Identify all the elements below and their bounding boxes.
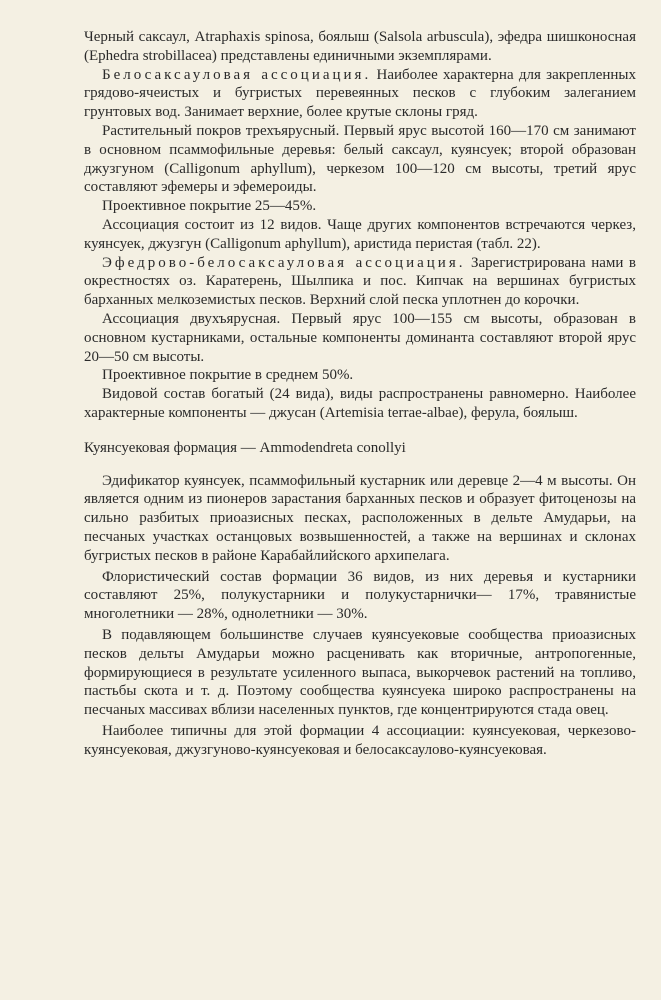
paragraph-species-count: Ассоциация состоит из 12 видов. Чаще других компонентов встречаются черкез, куянсуек, джузгун (Calligonum aphyllum), аристида перистая (табл. 22).: [84, 216, 636, 252]
paragraph-white-saxaul-association: [84, 66, 636, 122]
paragraph-projective-cover: Проективное покрытие 25—45%.: [102, 198, 317, 215]
paragraph-ephedra-association: [84, 254, 636, 310]
section-heading: Куянсуековая формация — Ammodendreta conollyi: [84, 439, 406, 456]
paragraph-two-tier: Ассоциация двухъярусная. Первый ярус 100—155 см высоты, образован в основном кустарниками, остальные компоненты доминанта составляют второй ярус 20—50 см высоты.: [84, 310, 636, 365]
association-title: Эфедрово-белосаксауловая ассоциация.: [102, 254, 466, 271]
paragraph-typical-associations: Наиболее типичны для этой формации 4 ассоциации: куянсуековая, черкезово-куянсуековая, джузгуново-куянсуековая и белосаксаулово-куянсуековая.: [84, 722, 636, 758]
paragraph-1: Черный саксаул, Atraphaxis spinosa, боялыш (Salsola arbuscula), эфедра шишконосная (Ephedra strobillacea) представлены единичными экземплярами.: [84, 29, 636, 64]
page-text-block: [84, 28, 636, 759]
paragraph-anthropogenic: В подавляющем большинстве случаев куянсуековые сообщества приоазисных песков дельты Амударьи можно расценивать как вторичные, антропогенные, формирующиеся в результате усиленного выпаса, выкорчевок растений на топливо, пастьбы скота и т. д. Поэтому сообщества куянсуека широко распространены на песчаных массивах вблизи населенных пунктов, где концентрируются стада овец.: [84, 626, 636, 719]
paragraph-vegetation-cover: Растительный покров трехъярусный. Первый ярус высотой 160—170 см занимают в основном псаммофильные деревья: белый саксаул, куянсуек; второй образован джузгуном (Calligonum aphyllum), черкезом 100—120 см высоты, третий ярус составляют эфемеры и эфемероиды.: [84, 122, 636, 196]
paragraph-edificator: Эдификатор куянсуек, псаммофильный кустарник или деревце 2—4 м высоты. Он является одним из пионеров зарастания барханных песков и образует фитоценозы на сильно разбитых приоазисных песках, расположенных в дельте Амударьи, на песчаных участках останцовых возвышенностей, а также на вершинах и склонах бугристых песков в районе Карабайлийского архипелага.: [84, 472, 636, 564]
paragraph-floristic-composition: Флористический состав формации 36 видов, из них деревья и кустарники составляют 25%, полукустарники и полукустарнички— 17%, травянистые многолетники — 28%, однолетники — 30%.: [84, 568, 636, 623]
paragraph-species-composition: Видовой состав богатый (24 вида), виды распространены равномерно. Наиболее характерные компоненты — джусан (Artemisia terrae-albae), ферула, боялыш.: [84, 386, 636, 421]
association-description: Наиболее характерна для закрепленных грядово-ячеистых и бугристых перевеянных песков с глубоким залеганием грунтовых вод. Занимает верхние, более крутые склоны гряд.: [84, 66, 636, 121]
paragraph-average-cover: Проективное покрытие в среднем 50%.: [102, 367, 354, 384]
association-title: Белосаксауловая ассоциация.: [102, 66, 372, 83]
association-description: Зарегистрирована нами в окрестностях оз. Каратерень, Шылпика и пос. Кипчак на вершинах бугристых барханных мелкоземистых песков. Верхний слой песка уплотнен до корочки.: [84, 254, 637, 309]
